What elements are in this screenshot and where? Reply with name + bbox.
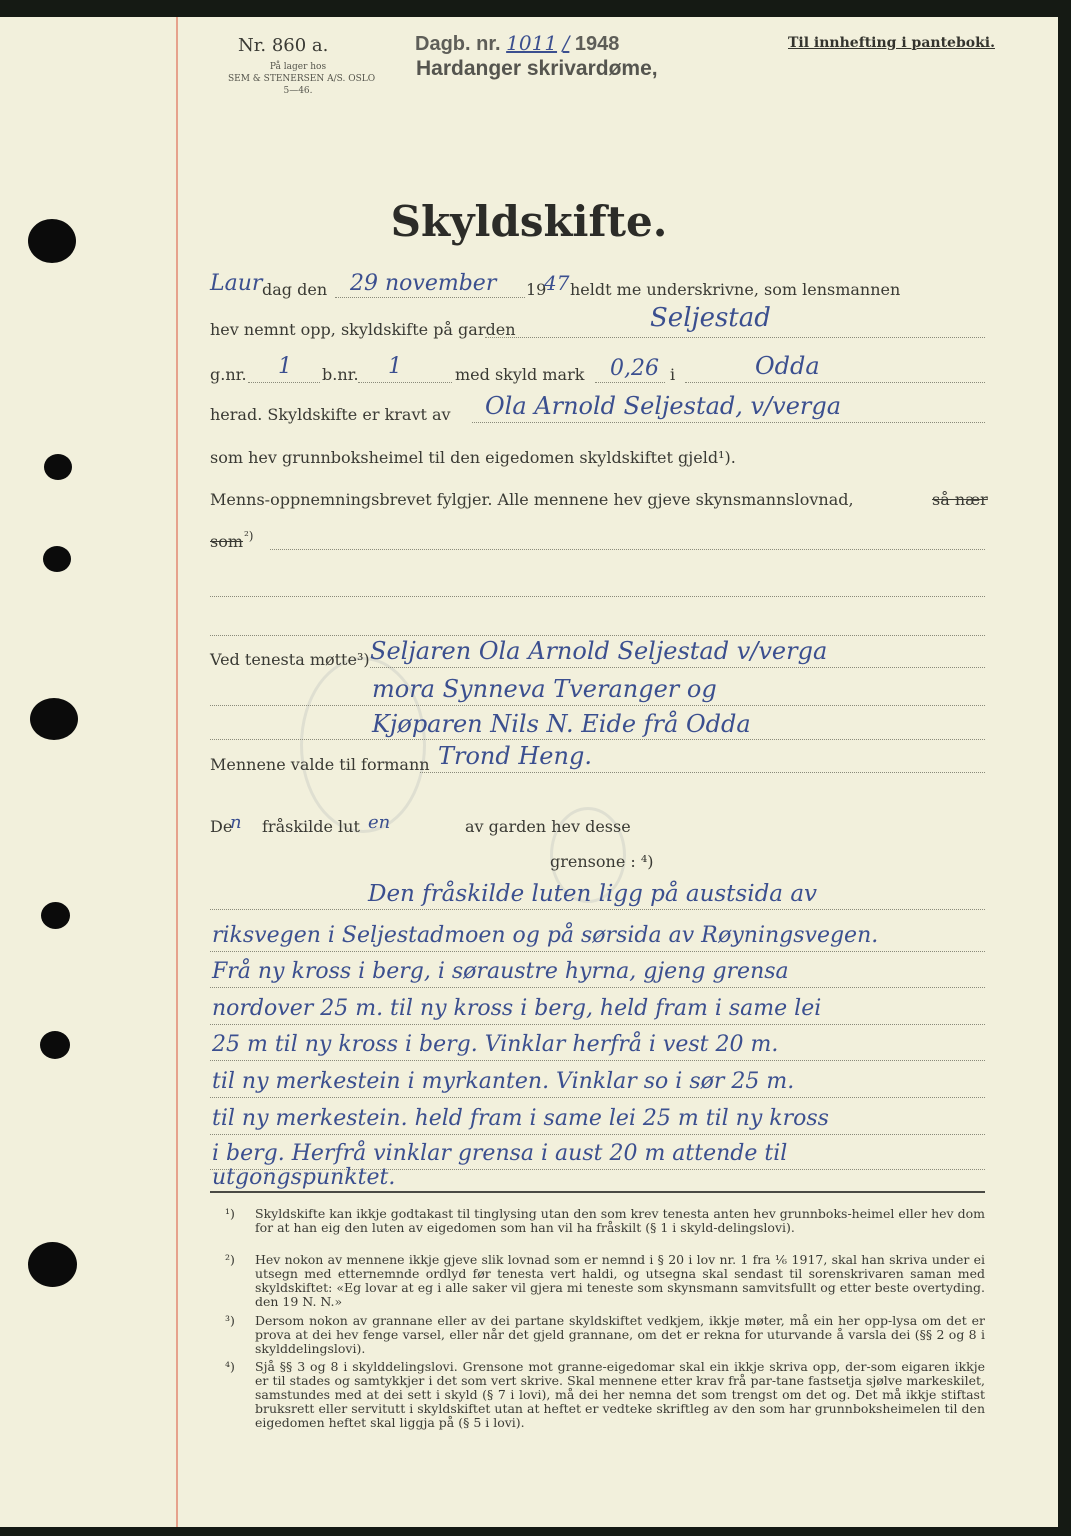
attendee-handwritten: Seljaren Ola Arnold Seljestad v/verga bbox=[370, 637, 828, 665]
chairman-handwritten: Trond Heng. bbox=[438, 742, 592, 770]
handwritten-suffix: n bbox=[230, 812, 242, 833]
label: Menns-oppnemningsbrevet fylgjer. Alle mennene hev gjeve skynsmannslovnad, bbox=[210, 490, 854, 509]
dotted-line bbox=[210, 635, 985, 636]
punch-hole bbox=[44, 454, 72, 480]
label: g.nr. bbox=[210, 365, 247, 384]
label: herad. Skyldskifte er kravt av bbox=[210, 405, 451, 424]
label: i bbox=[670, 365, 676, 384]
office-stamp: Hardanger skrivardøme, bbox=[416, 57, 658, 80]
boundary-line: riksvegen i Seljestadmoen og på sørsida av Røyningsvegen. bbox=[212, 923, 879, 948]
form-line-appointment bbox=[210, 487, 988, 517]
footnote-text: Dersom nokon av grannane eller av dei partane skyldskiftet vedkjem, ikkje møter, må ein her opp-lysa om det er prova at dei hev fenge varsel, eller når det gjeld grannane, om det er rekna for uturvande å varsla dei (§§ 2 og 8 i skylddelingslovi). bbox=[255, 1313, 985, 1356]
footnote bbox=[225, 1253, 985, 1309]
dotted-line bbox=[210, 705, 985, 706]
dagbok-stamp bbox=[415, 31, 619, 56]
document-page bbox=[0, 17, 1058, 1527]
boundary-line: nordover 25 m. til ny kross i berg, held fram i same lei bbox=[212, 996, 822, 1021]
dotted-line bbox=[210, 1134, 985, 1135]
dotted-line bbox=[210, 951, 985, 952]
printer-line: 5—46. bbox=[283, 86, 313, 96]
label: heldt me underskrivne, som lensmannen bbox=[570, 280, 901, 299]
dotted-line bbox=[210, 1060, 985, 1061]
boundary-line: Frå ny kross i berg, i søraustre hyrna, gjeng grensa bbox=[212, 959, 789, 984]
boundary-line: Den fråskilde luten ligg på austsida av bbox=[368, 881, 818, 907]
struck-text: som bbox=[210, 532, 244, 551]
form-line-som bbox=[210, 529, 985, 559]
printer-line: På lager hos bbox=[269, 62, 327, 72]
dotted-line bbox=[210, 1097, 985, 1098]
section-rule bbox=[210, 1191, 985, 1193]
form-line-farm bbox=[210, 303, 985, 347]
dagbok-label: Dagb. nr. bbox=[415, 33, 501, 55]
boundary-line: utgongspunktet. bbox=[212, 1165, 396, 1190]
label: b.nr. bbox=[322, 365, 359, 384]
punch-hole bbox=[30, 698, 78, 740]
dotted-line bbox=[335, 297, 525, 298]
punch-hole bbox=[41, 902, 70, 929]
date-handwritten: 29 november bbox=[350, 271, 497, 296]
label: hev nemnt opp, skyldskifte på garden bbox=[210, 320, 516, 339]
printer-imprint bbox=[228, 61, 376, 97]
dotted-line bbox=[595, 382, 665, 383]
struck-text: så nær bbox=[932, 490, 988, 509]
footnote bbox=[225, 1360, 985, 1430]
footnote-text: Hev nokon av mennene ikkje gjeve slik lovnad som er nemnd i § 20 i lov nr. 1 fra ⅙ 1917, skal han skriva under ei utsegn med etternemnde ordlyd før tenesta vert haldi, og utsegna skal sendast til sorenskrivaren saman med skyldskiftet: «Eg lovar at eg i alle saker vil gjera mi teneste som skynsmann samvitsfullt og etter beste overtyding. den 19 N. N.» bbox=[255, 1252, 985, 1309]
label: dag den bbox=[262, 280, 328, 299]
boundary-line: i berg. Herfrå vinklar grensa i aust 20 m attende til bbox=[212, 1141, 788, 1166]
boundary-line: til ny merkestein. held fram i same lei 25 m til ny kross bbox=[212, 1106, 829, 1131]
footnote-ref: ²) bbox=[244, 529, 254, 543]
footnote-number: ²) bbox=[225, 1252, 235, 1267]
label: De bbox=[210, 817, 233, 836]
attendee-handwritten: Kjøparen Nils N. Eide frå Odda bbox=[372, 710, 751, 738]
dotted-line bbox=[685, 382, 985, 383]
label: 19 bbox=[526, 280, 547, 299]
printer-line: SEM & STENERSEN A/S. OSLO bbox=[228, 74, 376, 84]
dagbok-number: 1011 bbox=[506, 31, 558, 55]
municipality-handwritten: Odda bbox=[755, 352, 820, 380]
form-line-requester bbox=[210, 392, 985, 432]
boundary-line: 25 m til ny kross i berg. Vinklar herfrå i vest 20 m. bbox=[212, 1032, 779, 1057]
footnote bbox=[225, 1207, 985, 1235]
footnote-text: Sjå §§ 3 og 8 i skylddelingslovi. Grensone mot granne-eigedomar skal ein ikkje skriva opp, der-som eigaren ikkje er til stades og samtykkjer i det som vert skrive. Skal mennene etter krav frå par-tane fastsetja sjølve markeskilet, samstundes med at dei sett i skyld (§ 7 i lovi), må dei her nemna det som trengst om det og. Det må ikkje stiftast bruksrett eller servitutt i skyldskiftet utan at heftet er vedteke skriftleg av den som har grunnboksheimelen til den eigedomen heftet skal liggja på (§ 5 i lovi). bbox=[255, 1359, 985, 1430]
handwritten-suffix: en bbox=[368, 812, 391, 833]
form-line-title bbox=[210, 445, 985, 475]
form-line-property bbox=[210, 352, 985, 392]
bnr-handwritten: 1 bbox=[388, 354, 402, 379]
form-line-date bbox=[210, 271, 985, 307]
dagbok-separator: / bbox=[562, 31, 570, 55]
page-title: Skyldskifte. bbox=[390, 197, 668, 246]
gnr-handwritten: 1 bbox=[278, 354, 292, 379]
year-handwritten: 47 bbox=[544, 271, 570, 295]
farm-handwritten: Seljestad bbox=[650, 303, 771, 333]
dotted-line bbox=[210, 739, 985, 740]
label: Mennene valde til formann bbox=[210, 755, 430, 774]
dotted-line bbox=[472, 422, 985, 423]
requester-handwritten: Ola Arnold Seljestad, v/verga bbox=[485, 392, 842, 420]
label: av garden hev desse bbox=[465, 817, 631, 836]
dotted-line bbox=[210, 987, 985, 988]
filing-note: Til innhefting i panteboki. bbox=[788, 35, 995, 51]
attendee-handwritten: mora Synneva Tveranger og bbox=[372, 675, 717, 703]
form-line-chairman bbox=[210, 742, 985, 780]
boundary-line: til ny merkestein i myrkanten. Vinklar so i sør 25 m. bbox=[212, 1069, 795, 1094]
dotted-line bbox=[210, 909, 985, 910]
dotted-line bbox=[420, 772, 985, 773]
form-line-parcel bbox=[210, 814, 985, 844]
form-line-attendees bbox=[210, 637, 985, 675]
punch-hole bbox=[43, 546, 71, 572]
footnote-number: ¹) bbox=[225, 1206, 235, 1221]
footnote-number: ³) bbox=[225, 1313, 235, 1328]
label: Ved tenesta møtte³) bbox=[210, 650, 370, 669]
footnote-number: ⁴) bbox=[225, 1359, 235, 1374]
label: med skyld mark bbox=[455, 365, 585, 384]
footnote bbox=[225, 1314, 985, 1356]
dotted-line bbox=[358, 382, 452, 383]
boundaries-label: grensone : ⁴) bbox=[550, 852, 654, 871]
footnote-text: Skyldskifte kan ikkje godtakast til tinglysing utan den som krev tenesta anten hev grunnboks-heimel eller hev dom for at han eig den luten av eigedomen som han vil ha fråskilt (§ 1 i skyld-delingslovi). bbox=[255, 1206, 985, 1235]
dotted-line bbox=[210, 1024, 985, 1025]
weekday-handwritten: Laur bbox=[210, 271, 263, 296]
dotted-line bbox=[370, 667, 985, 668]
punch-hole bbox=[28, 1242, 77, 1287]
dotted-line bbox=[210, 596, 985, 597]
label: fråskilde lut bbox=[262, 817, 360, 836]
dotted-line bbox=[248, 382, 320, 383]
skyld-handwritten: 0,26 bbox=[610, 356, 659, 381]
dotted-line bbox=[270, 549, 985, 550]
form-number: Nr. 860 a. bbox=[238, 35, 329, 56]
dotted-line bbox=[485, 337, 985, 338]
dagbok-year: 1948 bbox=[574, 33, 620, 55]
punch-hole bbox=[40, 1031, 70, 1059]
label: som hev grunnboksheimel til den eigedomen skyldskiftet gjeld¹). bbox=[210, 448, 736, 467]
